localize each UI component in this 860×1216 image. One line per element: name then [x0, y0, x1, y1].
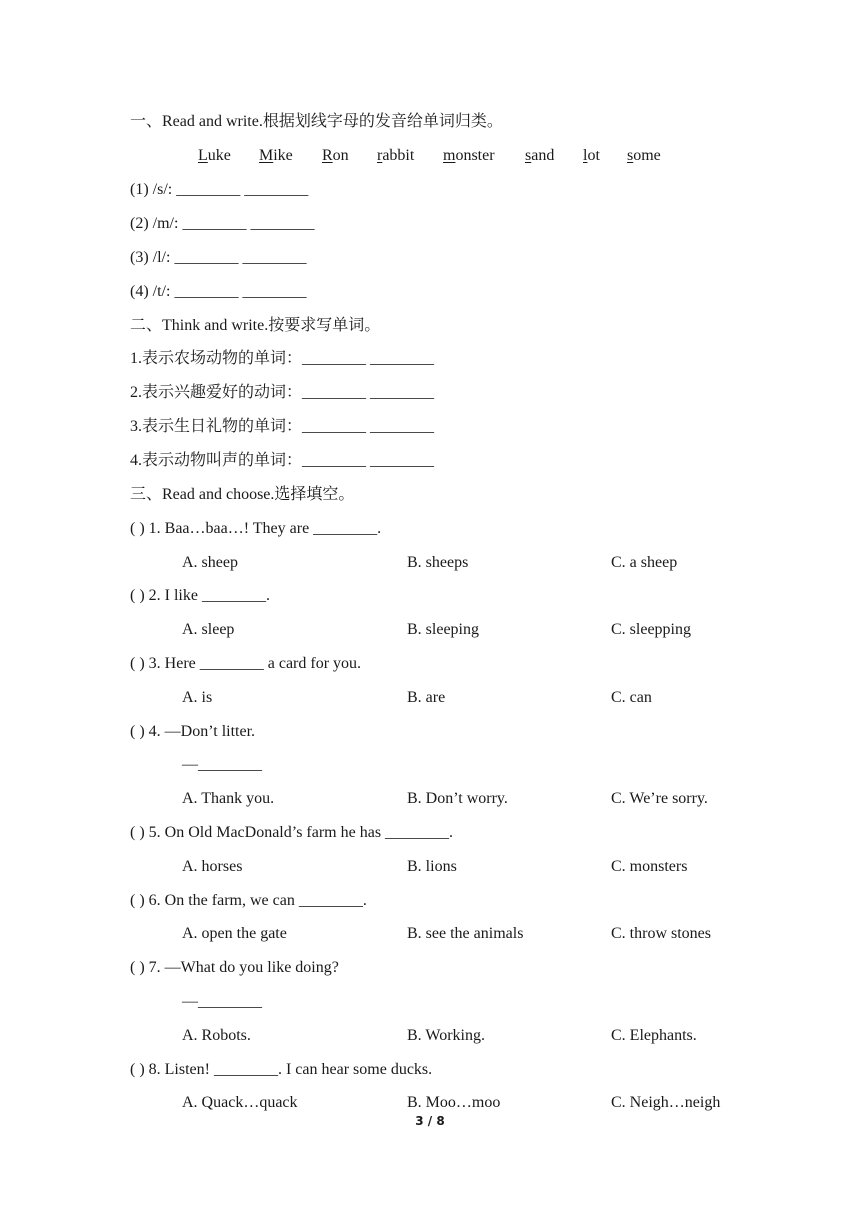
option-b: B. sheeps — [407, 554, 469, 571]
question-stem: ( ) 4. —Don’t litter. — [130, 723, 256, 740]
s2-item-4: 4.表示动物叫声的单词：________ ________ — [130, 452, 435, 469]
option-b: B. sleeping — [407, 621, 479, 638]
option-c: C. can — [611, 689, 652, 706]
option-b: B. Don’t worry. — [407, 790, 508, 807]
option-a: A. Thank you. — [182, 790, 275, 807]
option-a: A. is — [182, 689, 213, 706]
word-bank-item: lot — [583, 147, 600, 164]
section3-heading: 三、Read and choose.选择填空。 — [130, 486, 355, 503]
word-bank-item: Mike — [259, 147, 293, 164]
answer-line: —________ — [182, 993, 262, 1010]
page-number: 3 / 8 — [415, 1114, 445, 1128]
option-b: B. see the animals — [407, 925, 524, 942]
answer-line: —________ — [182, 756, 262, 773]
option-c: C. monsters — [611, 858, 688, 875]
s2-item-1: 1.表示农场动物的单词：________ ________ — [130, 350, 435, 367]
option-a: A. sheep — [182, 554, 238, 571]
question-stem: ( ) 2. I like ________. — [130, 587, 270, 604]
option-a: A. Robots. — [182, 1027, 251, 1044]
option-b: B. Moo…moo — [407, 1094, 501, 1111]
word-bank-item: Luke — [198, 147, 231, 164]
section2-heading: 二、Think and write.按要求写单词。 — [130, 317, 381, 334]
word-bank-item: some — [627, 147, 661, 164]
s1-item-2: (2) /m/: ________ ________ — [130, 215, 315, 232]
option-c: C. Neigh…neigh — [611, 1094, 721, 1111]
option-a: A. open the gate — [182, 925, 287, 942]
section1-heading: 一、Read and write.根据划线字母的发音给单词归类。 — [130, 113, 503, 130]
option-c: C. throw stones — [611, 925, 711, 942]
option-b: B. are — [407, 689, 446, 706]
question-stem: ( ) 8. Listen! ________. I can hear some ducks. — [130, 1061, 433, 1078]
question-stem: ( ) 1. Baa…baa…! They are ________. — [130, 520, 382, 537]
s1-item-4: (4) /t/: ________ ________ — [130, 283, 307, 300]
word-bank — [0, 146, 860, 166]
question-stem: ( ) 6. On the farm, we can ________. — [130, 892, 367, 909]
option-b: B. Working. — [407, 1027, 485, 1044]
word-bank-item: Ron — [322, 147, 349, 164]
question-stem: ( ) 3. Here ________ a card for you. — [130, 655, 362, 672]
s1-item-1: (1) /s/: ________ ________ — [130, 181, 309, 198]
s1-item-3: (3) /l/: ________ ________ — [130, 249, 307, 266]
option-c: C. a sheep — [611, 554, 678, 571]
question-stem: ( ) 5. On Old MacDonald’s farm he has ________. — [130, 824, 454, 841]
word-bank-item: rabbit — [377, 147, 415, 164]
option-b: B. lions — [407, 858, 457, 875]
option-c: C. We’re sorry. — [611, 790, 708, 807]
option-a: A. Quack…quack — [182, 1094, 298, 1111]
option-a: A. horses — [182, 858, 243, 875]
option-a: A. sleep — [182, 621, 235, 638]
word-bank-item: monster — [443, 147, 495, 164]
question-stem: ( ) 7. —What do you like doing? — [130, 959, 339, 976]
option-c: C. sleepping — [611, 621, 691, 638]
word-bank-item: sand — [525, 147, 555, 164]
s2-item-3: 3.表示生日礼物的单词：________ ________ — [130, 418, 435, 435]
s2-item-2: 2.表示兴趣爱好的动词：________ ________ — [130, 384, 435, 401]
option-c: C. Elephants. — [611, 1027, 697, 1044]
